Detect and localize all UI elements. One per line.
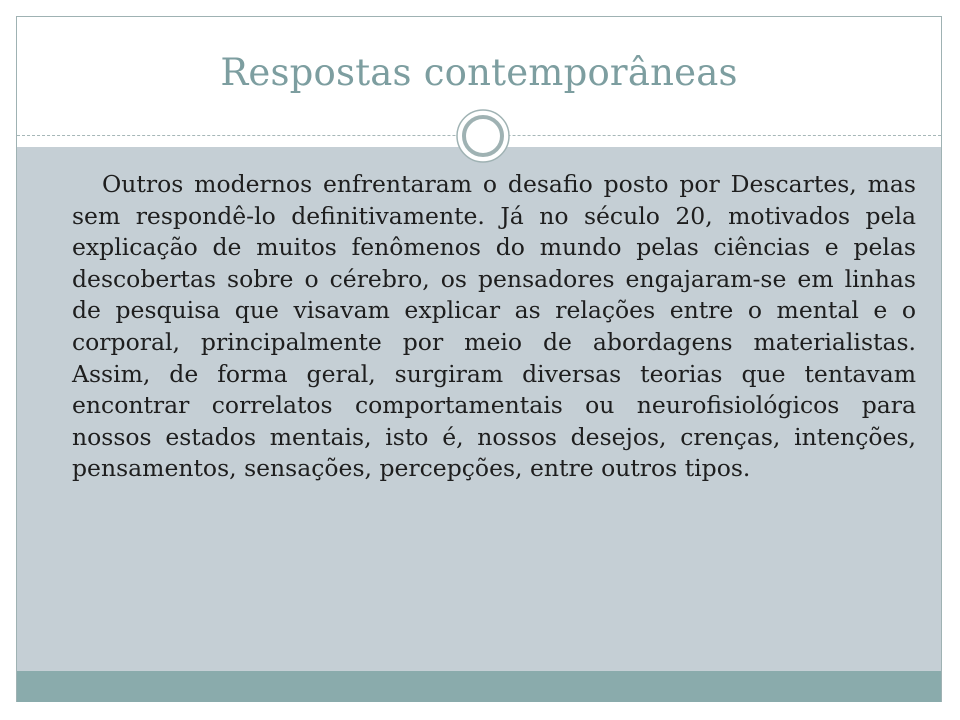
- content-area: [17, 147, 941, 671]
- footer-band: [17, 671, 941, 702]
- slide-frame: [16, 16, 942, 702]
- slide-body-text: Outros modernos enfrentaram o desafio posto por Descartes, mas sem respondê-lo definitivamente. Já no século 20, motivados pela explicação de muitos fenômenos do mundo pelas ciências e pelas descobertas sobre o cérebro, os pensadores engajaram-se em linhas de pesquisa que visavam explicar as relações entre o mental e o corporal, principalmente por meio de abordagens materialistas. Assim, de forma geral, surgiram diversas teorias que tentavam encontrar correlatos comportamentais ou neurofisiológicos para nossos estados mentais, isto é, nossos desejos, crenças, intenções, pensamentos, sensações, percepções, entre outros tipos.: [72, 170, 916, 483]
- slide-title: Respostas contemporâneas: [220, 51, 738, 94]
- double-ring-circle-icon: [455, 108, 511, 164]
